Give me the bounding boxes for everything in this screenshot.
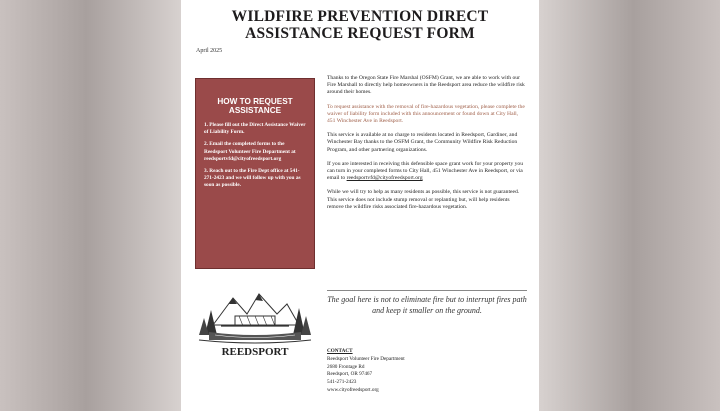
how-to-step-1: 1. Please fill out the Direct Assistance Waiver of Liability Form. bbox=[204, 122, 306, 136]
logo-text: REEDSPORT bbox=[221, 346, 289, 358]
document-page bbox=[181, 0, 539, 411]
paragraph-request: To request assistance with the removal of fire-hazardous vegetation, please complete the waiver of liability form included with this announcement or found down at City Hall, 451 Winchester Ave in Reedsport. bbox=[327, 103, 525, 125]
title-line-2: ASSISTANCE REQUEST FORM bbox=[245, 25, 475, 42]
how-to-title bbox=[204, 97, 306, 115]
body-text bbox=[327, 75, 527, 218]
reedsport-logo bbox=[195, 280, 315, 360]
paragraph-interest-text: If you are interested in receiving this defensible space grant work for your property you can turn in your completed forms to City Hall, 451 Winchester Ave in Reedsport, or via email to bbox=[327, 160, 524, 182]
contact-city: Reedsport, OR 97467 bbox=[327, 371, 373, 378]
how-to-request-box bbox=[195, 78, 315, 269]
document-date: April 2025 bbox=[196, 48, 223, 54]
contact-label: CONTACT bbox=[327, 348, 353, 354]
title-line-1: WILDFIRE PREVENTION DIRECT bbox=[231, 8, 489, 25]
how-to-step-2: 2. Email the completed forms to the Reedsport Volunteer Fire Department at reedsportvfd@cityofreedsport.org bbox=[204, 141, 296, 162]
paragraph-interest bbox=[327, 161, 527, 183]
contact-phone: 541-271-2423 bbox=[327, 379, 357, 386]
page-title bbox=[181, 8, 539, 42]
goal-quote: The goal here is not to eliminate fire but to interrupt fires path and keep it smaller on the ground. bbox=[327, 290, 527, 316]
paragraph-intro: Thanks to the Oregon State Fire Marshal (OSFM) Grant, we are able to work with our Fire Marshall to directly help homeowners in the Reedsport area reduce the wildfire risk around their homes. bbox=[327, 75, 525, 96]
how-to-title-line-2: ASSISTANCE bbox=[228, 106, 282, 115]
how-to-step-3: 3. Reach out to the Fire Dept office at 541-271-2423 and we will follow up with you as soon as possible. bbox=[204, 168, 301, 189]
how-to-title-line-1: HOW TO REQUEST bbox=[217, 97, 293, 106]
contact-street: 2680 Frontage Rd bbox=[327, 363, 365, 370]
contact-org: Reedsport Volunteer Fire Department bbox=[327, 355, 405, 362]
contact-website[interactable]: www.cityofreedsport.org bbox=[327, 386, 379, 393]
paragraph-availability: This service is available at no charge to residents located in Reedsport, Gardiner, and Winchester Bay thanks to the OSFM Grant, the Community Wildfire Risk Reduction Program, and other partnering organizations. bbox=[327, 132, 518, 153]
paragraph-disclaimer: While we will try to help as many residents as possible, this service is not guaranteed. This service does not include stump removal or replanting but, will help residents remove the wildfire risks associated fire-hazardous vegetation. bbox=[327, 189, 520, 210]
email-link[interactable]: reedsportvfd@cityofreedsport.org bbox=[346, 175, 423, 182]
contact-block bbox=[327, 348, 527, 395]
